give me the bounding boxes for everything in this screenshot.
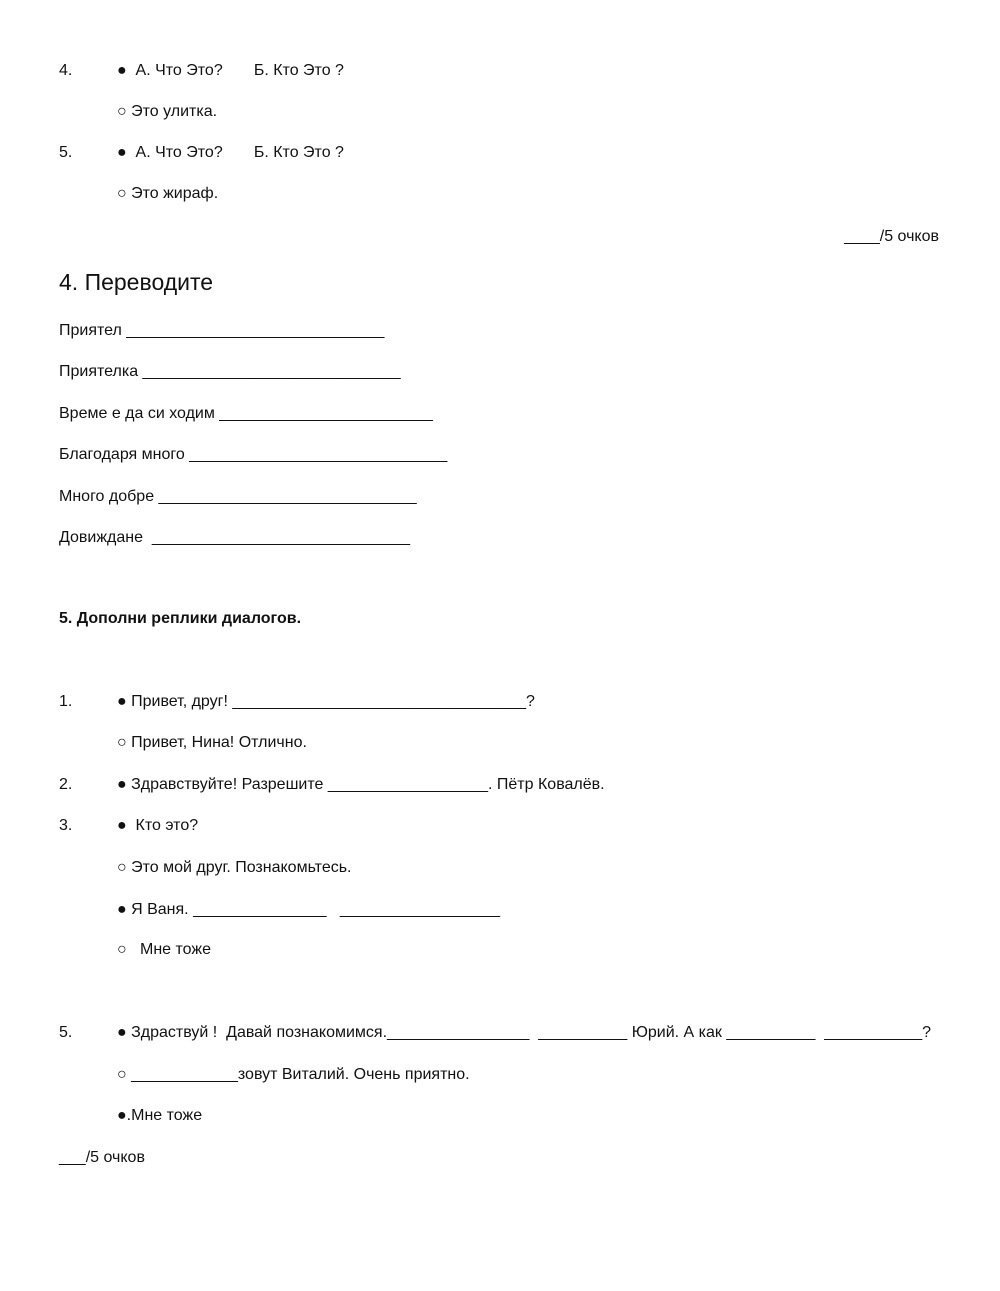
section4-title: 4. Переводите bbox=[59, 269, 214, 295]
translate-item-4: Благодаря много _____________________________ bbox=[59, 446, 448, 463]
question-4-text: ● А. Что Это? Б. Кто Это ? bbox=[117, 62, 344, 79]
dialog-3-line-3: ● Я Ваня. _______________ __________________ bbox=[117, 901, 501, 918]
dialog-5-line-2: ○ ____________зовут Виталий. Очень приятно. bbox=[117, 1066, 470, 1083]
translate-item-5: Много добре _____________________________ bbox=[59, 488, 417, 505]
dialog-3-line-4: ○ Мне тоже bbox=[117, 941, 211, 958]
dialog-number-3: 3. bbox=[59, 817, 73, 834]
translate-item-6: Довиждане _____________________________ bbox=[59, 529, 410, 546]
dialog-5-line-3: ●.Мне тоже bbox=[117, 1107, 203, 1124]
question-number-5: 5. bbox=[59, 144, 73, 161]
section5-title: 5. Дополни реплики диалогов. bbox=[59, 610, 302, 627]
question-4-answer: ○ Это улитка. bbox=[117, 103, 218, 120]
translate-item-3: Време е да си ходим ________________________ bbox=[59, 405, 433, 422]
section5-score: ___/5 очков bbox=[59, 1149, 145, 1166]
dialog-5-line-1: ● Здраствуй ! Давай познакомимся.________________ __________ Юрий. А как __________ ___________? bbox=[117, 1024, 932, 1041]
translate-item-1: Приятел _____________________________ bbox=[59, 322, 385, 339]
dialog-2-line-1: ● Здравствуйте! Разрешите __________________. Пётр Ковалёв. bbox=[117, 776, 605, 793]
section3-score: ____/5 очков bbox=[844, 228, 939, 245]
translate-item-2: Приятелка _____________________________ bbox=[59, 363, 401, 380]
question-5-text: ● А. Что Это? Б. Кто Это ? bbox=[117, 144, 344, 161]
question-number-4: 4. bbox=[59, 62, 73, 79]
dialog-3-line-2: ○ Это мой друг. Познакомьтесь. bbox=[117, 859, 352, 876]
question-5-answer: ○ Это жираф. bbox=[117, 185, 219, 202]
dialog-number-1: 1. bbox=[59, 693, 73, 710]
dialog-1-line-2: ○ Привет, Нина! Отлично. bbox=[117, 734, 307, 751]
dialog-1-line-1: ● Привет, друг! _________________________________? bbox=[117, 693, 535, 710]
dialog-number-2: 2. bbox=[59, 776, 73, 793]
dialog-3-line-1: ● Кто это? bbox=[117, 817, 199, 834]
dialog-number-5: 5. bbox=[59, 1024, 73, 1041]
